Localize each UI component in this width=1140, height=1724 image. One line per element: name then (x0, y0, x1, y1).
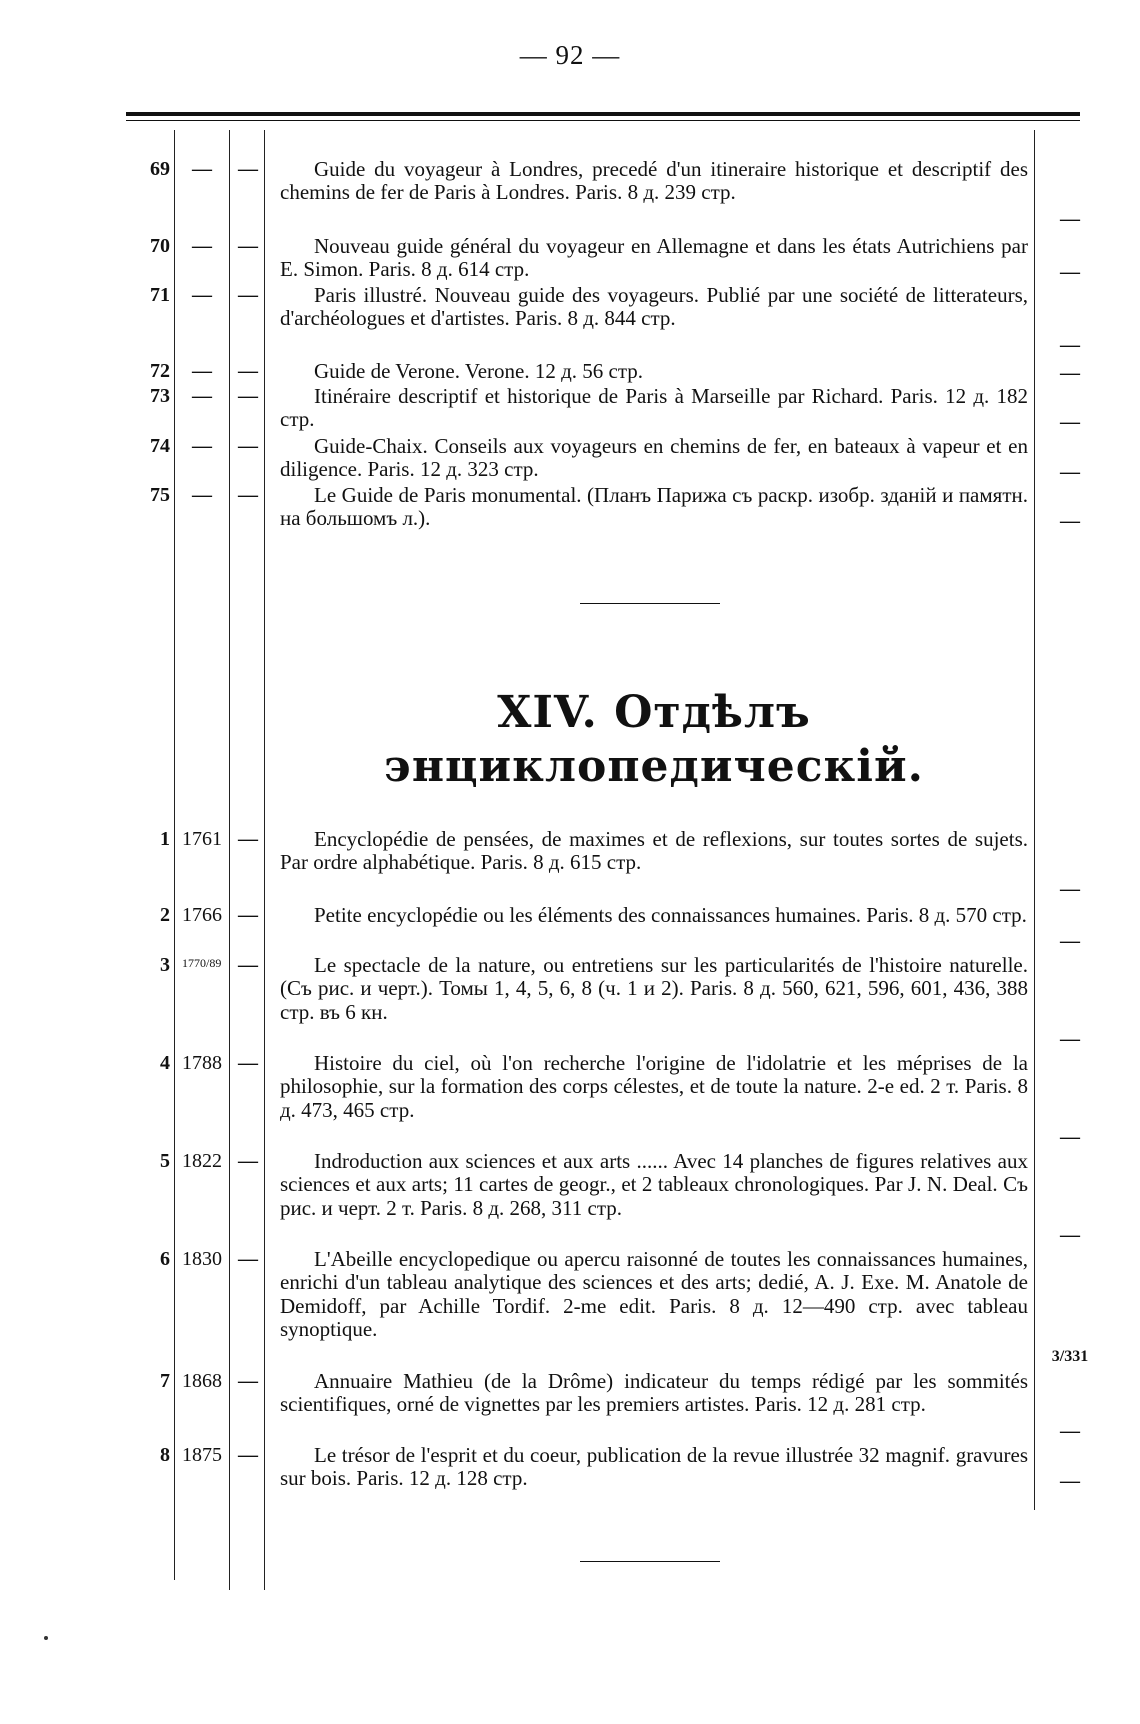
column-line-number (174, 130, 175, 1580)
section-divider-bottom (580, 1561, 720, 1562)
entry-text: Guide-Chaix. Conseils aux voyageurs en chemins de fer, en bateaux à vapeur et en diligence. Paris. 12 д. 323 стр. (280, 434, 1028, 482)
entry-dash: — (238, 360, 258, 382)
entry-dash: — (238, 435, 258, 457)
entry-year: 1770/89 (182, 956, 222, 970)
entry-year: 1830 (182, 1248, 222, 1270)
entry-mark: — (1060, 878, 1080, 900)
entry-dash: — (238, 385, 258, 407)
entry-year: — (192, 360, 212, 382)
entry-number: 70 (150, 235, 170, 257)
entry-dash: — (238, 1248, 258, 1270)
entry-number: 72 (150, 360, 170, 382)
entry-year: 1822 (182, 1150, 222, 1172)
entry-text: L'Abeille encyclopedique ou apercu raisonné de toutes les connaissances humaines, enrichi d'un tableau analytique des sciences et des arts; dedié, A. J. Exe. M. Anatole de Demidoff, par Achille Tordif. 2-me edit. Paris. 8 д. 12—490 стр. avec tableau synoptique. (280, 1247, 1028, 1342)
entry-dash: — (238, 284, 258, 306)
entry-year: — (192, 484, 212, 506)
entry-mark: — (1060, 261, 1080, 283)
entry-mark: — (1060, 411, 1080, 433)
entry-text: Histoire du ciel, où l'on recherche l'origine de l'idolatrie et les méprises de la philosophie, sur la formation des corps célestes, et de toute la nature. 2-e ed. 2 т. Paris. 8 д. 473, 465 стр. (280, 1051, 1028, 1122)
entry-number: 69 (150, 158, 170, 180)
entry-year: — (192, 435, 212, 457)
entry-mark: — (1060, 362, 1080, 384)
entry-dash: — (238, 484, 258, 506)
section-divider-top (580, 603, 720, 604)
header-rule-thin (126, 120, 1080, 121)
entry-dash: — (238, 235, 258, 257)
entry-text: Paris illustré. Nouveau guide des voyageurs. Publié par une société de litterateurs, d'archéologues et d'artistes. Paris. 8 д. 844 стр. (280, 283, 1028, 331)
entry-number: 6 (160, 1248, 170, 1270)
entry-mark: — (1060, 1028, 1080, 1050)
entry-text: Le Guide de Paris monumental. (Планъ Парижа съ раскр. изобр. зданій и памятн. на большомъ л.). (280, 483, 1028, 531)
print-speck (44, 1636, 48, 1640)
entry-dash: — (238, 1150, 258, 1172)
column-line-year (229, 130, 230, 1590)
entry-year: — (192, 284, 212, 306)
entry-number: 5 (160, 1150, 170, 1172)
entry-text: Itinéraire descriptif et historique de Paris à Marseille par Richard. Paris. 12 д. 182 стр. (280, 384, 1028, 432)
entry-year: 1868 (182, 1370, 222, 1392)
entry-dash: — (238, 1370, 258, 1392)
entry-text: Indroduction aux sciences et aux arts ...... Avec 14 planches de figures relatives aux sciences et aux arts; 11 cartes de geogr., et 2 tableaux chronologiques. Par J. N. Deal. Съ рис. и черт. 2 т. Paris. 8 д. 268, 311 стр. (280, 1149, 1028, 1220)
entry-text: Guide de Verone. Verone. 12 д. 56 стр. (314, 359, 644, 383)
entry-text: Nouveau guide général du voyageur en Allemagne et dans les états Autrichiens par E. Simon. Paris. 8 д. 614 стр. (280, 234, 1028, 282)
entry-dash: — (238, 954, 258, 976)
entry-text: Guide du voyageur à Londres, precedé d'un itineraire historique et descriptif des chemins de fer de Paris à Londres. Paris. 8 д. 239 стр. (280, 157, 1028, 205)
entry-mark: — (1060, 461, 1080, 483)
entry-number: 2 (160, 904, 170, 926)
entry-mark: — (1060, 1126, 1080, 1148)
entry-year: 1875 (182, 1444, 222, 1466)
entry-mark: — (1060, 1470, 1080, 1492)
entry-dash: — (238, 1444, 258, 1466)
entry-number: 73 (150, 385, 170, 407)
entry-number: 8 (160, 1444, 170, 1466)
entry-mark: — (1060, 208, 1080, 230)
entry-number: 71 (150, 284, 170, 306)
entry-text: Le trésor de l'esprit et du coeur, publication de la revue illustrée 32 magnif. gravures sur bois. Paris. 12 д. 128 стр. (280, 1443, 1028, 1491)
entry-text: Encyclopédie de pensées, de maximes et de reflexions, sur toutes sortes de sujets. Par ordre alphabétique. Paris. 8 д. 615 стр. (280, 827, 1028, 875)
entry-mark: — (1060, 930, 1080, 952)
entry-mark: — (1060, 334, 1080, 356)
entry-dash: — (238, 904, 258, 926)
entry-year: 1761 (182, 828, 222, 850)
entry-year: — (192, 235, 212, 257)
entry-mark: — (1060, 1224, 1080, 1246)
entry-dash: — (238, 828, 258, 850)
page-number: — 92 — (519, 40, 621, 70)
entry-year: 1766 (182, 904, 222, 926)
header-rule (126, 112, 1080, 116)
entry-number: 74 (150, 435, 170, 457)
entry-text: Annuaire Mathieu (de la Drôme) indicateur du temps rédigé par les sommités scientifiques, orné de vignettes par les premiers artistes. Paris. 12 д. 281 стр. (280, 1369, 1028, 1417)
entry-number: 75 (150, 484, 170, 506)
entry-mark: — (1060, 1420, 1080, 1442)
entry-number: 3 (160, 954, 170, 976)
entry-year: — (192, 158, 212, 180)
entry-year: — (192, 385, 212, 407)
column-line-dash (264, 130, 265, 1590)
entry-mark: 3/331 (1051, 1348, 1089, 1365)
entry-text: Le spectacle de la nature, ou entretiens sur les particularités de l'histoire naturelle. (Съ рис. и черт.). Томы 1, 4, 5, 6, 8 (ч. 1 и 2). Paris. 8 д. 560, 621, 596, 601, 436, 388 стр. въ 6 кн. (280, 953, 1028, 1024)
entry-mark: — (1060, 510, 1080, 532)
entry-dash: — (238, 1052, 258, 1074)
entry-dash: — (238, 158, 258, 180)
entry-number: 1 (160, 828, 170, 850)
entry-year: 1788 (182, 1052, 222, 1074)
section-heading: XIV. Отдѣлъ энциклопедическій. (384, 687, 924, 792)
entry-text: Petite encyclopédie ou les éléments des connaissances humaines. Paris. 8 д. 570 стр. (314, 903, 1027, 927)
column-line-text-right (1034, 130, 1035, 1510)
entry-number: 4 (160, 1052, 170, 1074)
entry-number: 7 (160, 1370, 170, 1392)
